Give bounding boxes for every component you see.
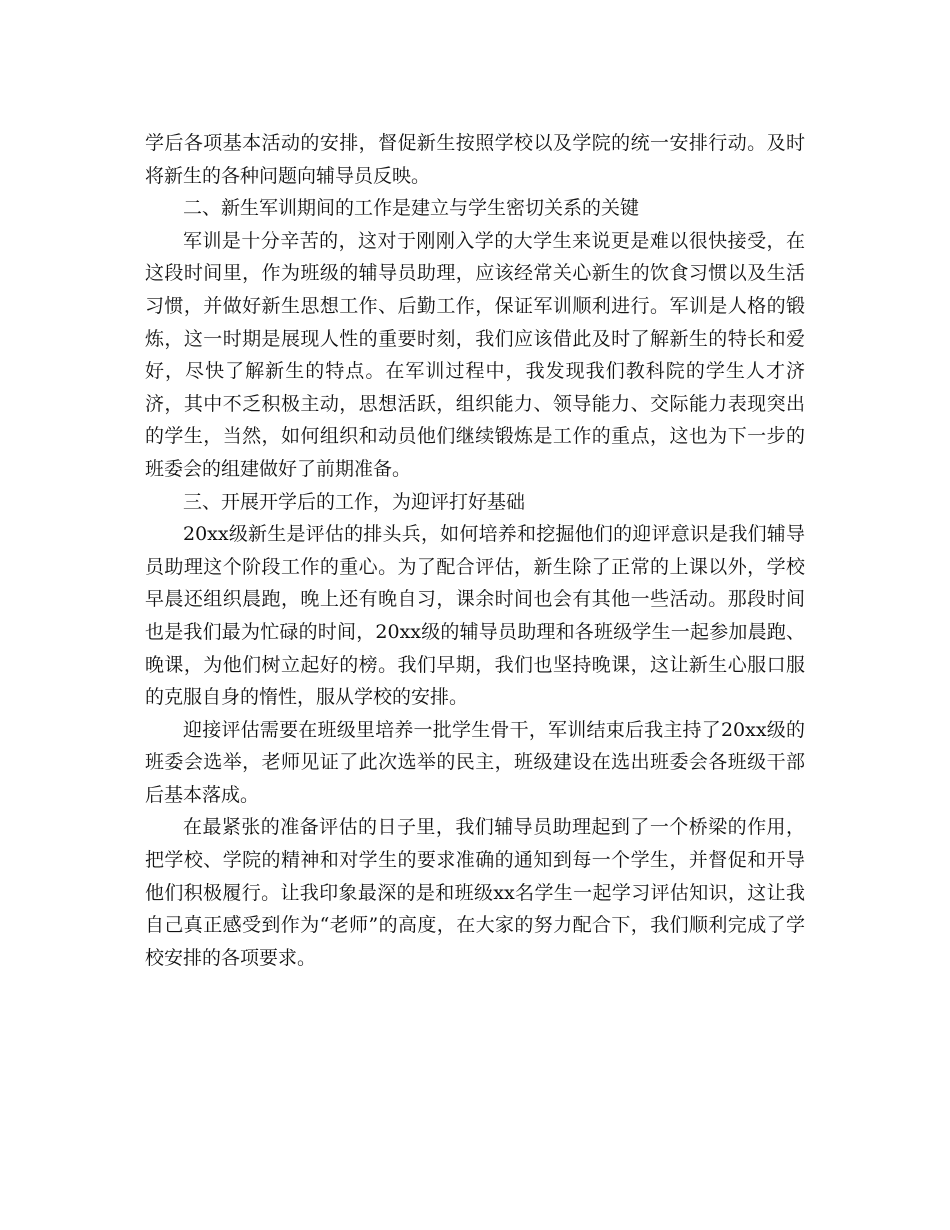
- paragraph-1: 学后各项基本活动的安排，督促新生按照学校以及学院的统一安排行动。及时将新生的各种问题向辅导员反映。: [145, 132, 805, 187]
- paragraph-5: 20xx级新生是评估的排头兵，如何培养和挖掘他们的迎评意识是我们辅导员助理这个阶段工作的重心。为了配合评估，新生除了正常的上课以外，学校早晨还组织晨跑，晚上还有晚自习，课余时间也会有其他一些活动。那段时间也是我们最为忙碌的时间，20xx级的辅导员助理和各班级学生一起参加晨跑、晚课，为他们树立起好的榜。我们早期，我们也坚持晚课，这让新生心服口服的克服自身的惰性，服从学校的安排。: [145, 523, 805, 709]
- paragraph-7: 在最紧张的准备评估的日子里，我们辅导员助理起到了一个桥梁的作用，把学校、学院的精神和对学生的要求准确的通知到每一个学生，并督促和开导他们积极履行。让我印象最深的是和班级xx名学生一起学习评估知识，这让我自己真正感受到作为“老师”的高度，在大家的努力配合下，我们顺利完成了学校安排的各项要求。: [145, 816, 805, 969]
- section-heading-2: 二、新生军训期间的工作是建立与学生密切关系的关键: [183, 197, 640, 220]
- paragraph-3: 军训是十分辛苦的，这对于刚刚入学的大学生来说更是难以很快接受，在这段时间里，作为班级的辅导员助理，应该经常关心新生的饮食习惯以及生活习惯，并做好新生思想工作、后勤工作，保证军训顺利进行。军训是人格的锻炼，这一时期是展现人性的重要时刻，我们应该借此及时了解新生的特长和爱好，尽快了解新生的特点。在军训过程中，我发现我们教科院的学生人才济济，其中不乏积极主动，思想活跃，组织能力、领导能力、交际能力表现突出的学生，当然，如何组织和动员他们继续锻炼是工作的重点，这也为下一步的班委会的组建做好了前期准备。: [145, 229, 805, 480]
- paragraph-6: 迎接评估需要在班级里培养一批学生骨干，军训结束后我主持了20xx级的班委会选举，老师见证了此次选举的民主，班级建设在选出班委会各班级干部后基本落成。: [145, 718, 805, 806]
- document-body: [145, 127, 805, 974]
- section-heading-3: 三、开展开学后的工作，为迎评打好基础: [183, 490, 526, 513]
